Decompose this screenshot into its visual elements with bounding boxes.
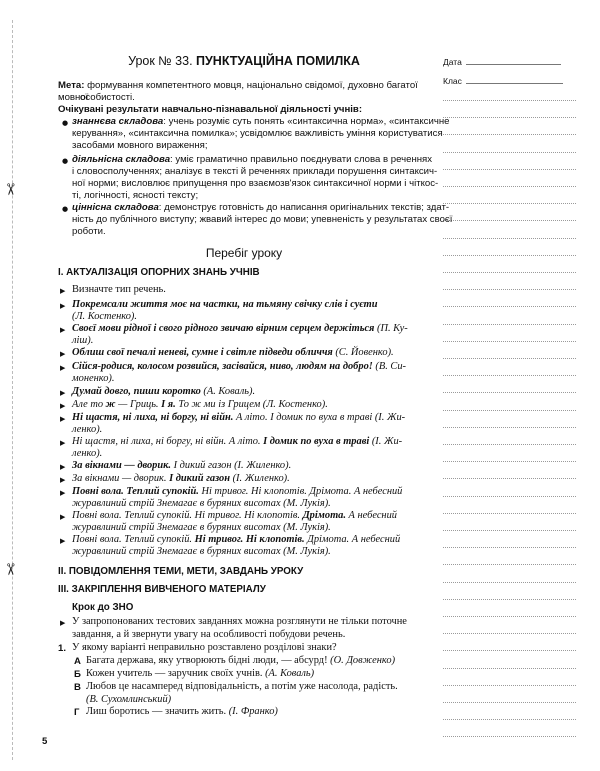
option-letter: В: [74, 682, 81, 693]
sentence-6: Але то ж — Гриць. І я. То ж ми із Грицем (Л. Костенко).: [72, 399, 328, 410]
option-b: Кожен учитель — заручник своїх учнів. (А. Коваль): [86, 668, 315, 679]
triangle-icon: ▶: [60, 476, 66, 484]
section-3-heading: ІІІ. ЗАКРІПЛЕННЯ ВИВЧЕНОГО МАТЕРІАЛУ: [58, 584, 266, 595]
sentence-2: Своєї мови рідної і свого рідного звичаю вірним серцем держіться (П. Ку-: [72, 323, 408, 334]
sentence-13-cont: журавлиний стрій Знемагає в буряних висотах (М. Лукія).: [72, 546, 331, 557]
writing-line: [443, 702, 576, 703]
triangle-icon: ▶: [60, 619, 66, 627]
scissors-icon: ✂: [1, 562, 21, 577]
writing-line: [443, 444, 576, 445]
writing-line: [443, 668, 576, 669]
writing-line: [443, 496, 576, 497]
option-c-source: (В. Сухомлинський): [86, 694, 172, 705]
sentence-3: Облиш свої печалі неневі, сумне і світле підведи обличчя (С. Йовенко).: [72, 347, 394, 358]
scissors-icon: ✂: [1, 182, 21, 197]
result-3-line-3: роботи.: [72, 226, 106, 237]
page-number: 5: [42, 736, 48, 747]
writing-line: [443, 616, 576, 617]
bullet-icon: ●: [62, 119, 69, 127]
sentence-12-cont: журавлиний стрій Знемагає в буряних висотах (М. Лукія).: [72, 522, 331, 533]
writing-line: [443, 117, 576, 118]
option-a: Багата держава, яку утворюють бідні люди, — абсурд! (О. Довженко): [86, 655, 396, 666]
option-letter: А: [74, 656, 81, 667]
triangle-icon: ▶: [60, 287, 66, 295]
question-number: 1.: [58, 643, 67, 654]
sentence-9: За вікнами — дворик. І дикий газон (І. Жиленко).: [72, 460, 292, 471]
triangle-icon: ▶: [60, 364, 66, 372]
sentence-13: Повні вола. Теплий супокій. Ні тривог. Ні клопотів. Дрімота. А небесний: [72, 534, 401, 545]
writing-line: [443, 633, 576, 634]
section-1-heading: І. АКТУАЛІЗАЦІЯ ОПОРНИХ ЗНАНЬ УЧНІВ: [58, 267, 260, 278]
writing-line: [443, 375, 576, 376]
writing-line: [443, 582, 576, 583]
writing-line: [443, 255, 576, 256]
sentence-7-cont: ленко).: [72, 424, 103, 435]
option-letter: Г: [74, 707, 80, 718]
sentence-8: Ні щастя, ні лиха, ні боргу, ні війн. А літо. І домик по вуха в траві (І. Жи-: [72, 436, 403, 447]
sentence-5: Думай довго, пиши коротко (А. Коваль).: [72, 386, 256, 397]
triangle-icon: ▶: [60, 489, 66, 497]
writing-line: [443, 530, 576, 531]
sentence-11: Повні вола. Теплий супокій. Ні тривог. Ні клопотів. Дрімота. А небесний: [72, 486, 403, 497]
task-line: Визначте тип речень.: [72, 284, 166, 295]
writing-line: [443, 238, 576, 239]
result-1-line-1: знаннєва складова: учень розуміє суть понять «синтаксична норма», «синтаксичне: [72, 116, 450, 127]
intro-line-1: У запропонованих тестових завданнях можна розглянути не тільки поточне: [72, 616, 407, 627]
triangle-icon: ▶: [60, 302, 66, 310]
lesson-flow-heading: Перебіг уроку: [205, 246, 283, 260]
triangle-icon: ▶: [60, 537, 66, 545]
triangle-icon: ▶: [60, 402, 66, 410]
writing-line: [443, 272, 576, 273]
bullet-icon: ●: [62, 157, 69, 165]
sentence-7: Ні щастя, ні лиха, ні боргу, ні війн. А літо. І домик по вуха в траві (І. Жи-: [72, 412, 406, 423]
writing-line: [443, 547, 576, 548]
result-1-line-2: керування», «синтаксична помилка»; усвідомлює важливість уміння користуватися: [72, 128, 443, 139]
sentence-2-cont: ліш).: [72, 335, 94, 346]
sentence-1: Покремсали життя моє на частки, на тьмяну свічку слів і суєти: [72, 299, 378, 310]
writing-line: [443, 306, 576, 307]
option-letter: Б: [74, 669, 81, 680]
bullet-icon: ●: [62, 205, 69, 213]
result-3-line-1: ціннісна складова: демонструє готовність до написання оригінальних текстів; здат-: [72, 202, 450, 213]
triangle-icon: ▶: [60, 326, 66, 334]
writing-line: [443, 564, 576, 565]
writing-line: [443, 220, 576, 221]
triangle-icon: ▶: [60, 350, 66, 358]
class-field: Клас: [443, 75, 563, 86]
result-2-line-1: діяльнісна складова: уміє граматично правильно поєднувати слова в реченнях: [72, 154, 433, 165]
result-1-line-3: засобами мовного вираження;: [72, 140, 208, 151]
goal-line-2: особистості.: [80, 92, 135, 103]
writing-line: [443, 599, 576, 600]
writing-line: [443, 410, 576, 411]
writing-line: [443, 719, 576, 720]
sentence-11-cont: журавлиний стрій Знемагає в буряних висотах (М. Лукія).: [72, 498, 331, 509]
writing-line: [443, 152, 576, 153]
question-text: У якому варіанті неправильно розставлено розділові знаки?: [72, 642, 337, 653]
triangle-icon: ▶: [60, 389, 66, 397]
sentence-10: За вікнами — дворик. І дикий газон (І. Жиленко).: [72, 473, 290, 484]
intro-line-2: завдання, а й звернути увагу на особливості побудови речень.: [72, 629, 346, 640]
writing-line: [443, 186, 576, 187]
writing-line: [443, 324, 576, 325]
writing-line: [443, 392, 576, 393]
triangle-icon: ▶: [60, 439, 66, 447]
writing-line: [443, 203, 576, 204]
writing-line: [443, 341, 576, 342]
result-2-line-3: ної норми; висловлює припущення про взаємозв'язок синтаксичної норми і чіткос-: [72, 178, 439, 189]
writing-line: [443, 461, 576, 462]
sentence-4: Сійся-родися, колосом розвийся, засівайся, ниво, людям на добро! (В. Си-: [72, 361, 406, 372]
option-c: Любов це насамперед відповідальність, а потім уже насолода, радість.: [86, 681, 398, 692]
results-heading: Очікувані результати навчально-пізнавальної діяльності учнів:: [58, 104, 363, 115]
writing-line: [443, 736, 576, 737]
goal-line-1: Мета: формування компетентного мовця, національно свідомої, духовно багатої мовної: [58, 80, 418, 104]
result-3-line-2: ність до публічного виступу; жвавий інтерес до мови; упевненість у результатах своєї: [72, 214, 453, 225]
triangle-icon: ▶: [60, 463, 66, 471]
writing-line: [443, 478, 576, 479]
result-2-line-2: і словосполученнях; аналізує в тексті й реченнях приклади порушення синтаксич-: [72, 166, 438, 177]
result-2-line-4: ті, логічності, ясності тексту;: [72, 190, 199, 201]
writing-line: [443, 134, 576, 135]
triangle-icon: ▶: [60, 513, 66, 521]
sentence-4-cont: моненко).: [72, 373, 115, 384]
writing-line: [443, 513, 576, 514]
writing-line: [443, 650, 576, 651]
writing-line: [443, 685, 576, 686]
cut-line: [12, 20, 13, 760]
page-title: Урок № 33. ПУНКТУАЦІЙНА ПОМИЛКА: [128, 54, 360, 68]
writing-line: [443, 289, 576, 290]
writing-line: [443, 100, 576, 101]
writing-line: [443, 358, 576, 359]
date-field: Дата: [443, 56, 561, 67]
option-d: Лиш боротись — значить жить. (І. Франко): [86, 706, 278, 717]
writing-line: [443, 427, 576, 428]
writing-line: [443, 169, 576, 170]
zno-subheading: Крок до ЗНО: [72, 602, 134, 613]
sentence-1-cont: (Л. Костенко).: [72, 311, 137, 322]
triangle-icon: ▶: [60, 415, 66, 423]
section-2-heading: ІІ. ПОВІДОМЛЕННЯ ТЕМИ, МЕТИ, ЗАВДАНЬ УРОКУ: [58, 566, 304, 577]
sentence-12: Повні вола. Теплий супокій. Ні тривог. Ні клопотів. Дрімота. А небесний: [72, 510, 397, 521]
sentence-8-cont: ленко).: [72, 448, 103, 459]
